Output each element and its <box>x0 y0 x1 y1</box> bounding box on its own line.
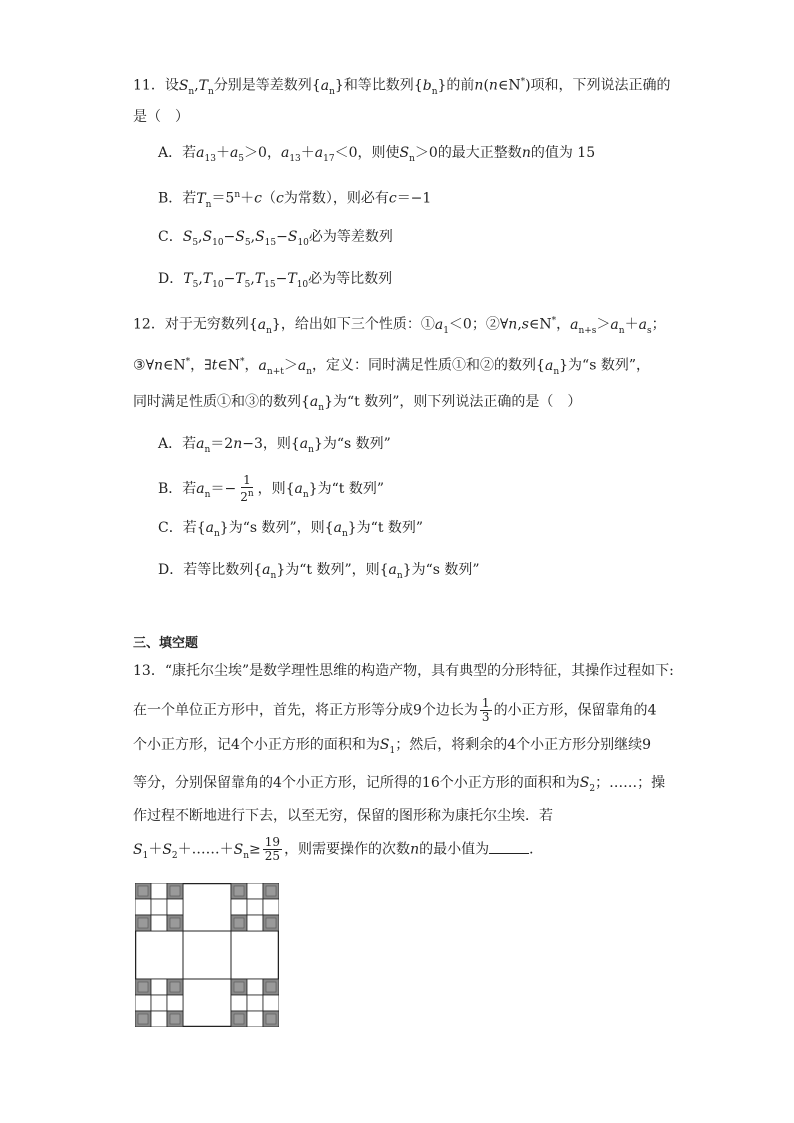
kept-square-inner <box>234 982 244 992</box>
q11-option-b: B．若$T_n=5^n+c(c$为常数），则必有c＝−1 <box>158 190 432 210</box>
removed-square <box>151 1011 167 1027</box>
q13-line5: 作过程不断地进行下去，以至无穷，保留的图形称为康托尔尘埃．若 <box>133 808 553 824</box>
q11-stem-line2: 是（ ） <box>133 109 189 125</box>
q11-stem-line1: 11．设$S_n,T_n$分别是等差数列$\{a_n\}$和等比数列$\{b_n\}$的前n(n∈N*)项和，下列说法正确的 <box>133 77 671 97</box>
removed-square <box>167 899 183 915</box>
removed-square <box>151 883 167 899</box>
removed-square <box>247 883 263 899</box>
removed-square <box>263 899 279 915</box>
q13-line3: 个小正方形，记4个小正方形的面积和为$S_1$；然后，将剩余的4个小正方形分别继续9 <box>133 737 652 756</box>
q12-stem-line2: ③∀n∈N*，∃t∈N*，$a_{n+t}>a_n$，定义：同时满足性质①和②的数列$\{a_n\}$为“s 数列”， <box>133 357 650 377</box>
kept-square-inner <box>138 982 148 992</box>
removed-square <box>263 995 279 1011</box>
removed-square <box>135 995 151 1011</box>
kept-square-inner <box>234 886 244 896</box>
q13-line2: 在一个单位正方形中，首先，将正方形等分成9个边长为 $\frac{1}{3}$ 的小正方形，保留靠角的4 <box>133 696 657 724</box>
removed-square <box>135 899 151 915</box>
removed-square <box>151 979 167 995</box>
q12-stem-line3: 同时满足性质①和③的数列$\{a_n\}$为“t 数列”，则下列说法正确的是（ ） <box>133 394 582 413</box>
removed-square <box>151 899 167 915</box>
removed-square <box>247 995 263 1011</box>
removed-square <box>151 915 167 931</box>
q12-option-d: D．若等比数列$\{a_n\}$为“t 数列”，则$\{a_n\}$为“s 数列” <box>158 562 480 581</box>
kept-square-inner <box>234 918 244 928</box>
q12-stem-line1: 12．对于无穷数列$\{a_n\}$，给出如下三个性质：$①a_1<0$；②∀n,s∈N*，$a_{n+s}>a_n+a_s$； <box>133 316 666 336</box>
q11-option-a: A．若$a_{13}+a_5>0$，$a_{13}+a_{17}<0$，则使$S_n>0$的最大正整数n的值为 15 <box>158 145 596 164</box>
removed-square <box>247 979 263 995</box>
kept-square-inner <box>138 918 148 928</box>
kept-square-inner <box>266 918 276 928</box>
cantor-dust-figure <box>135 883 279 1027</box>
kept-square-inner <box>266 886 276 896</box>
q12-option-c: C．若$\{a_n\}$为“s 数列”，则$\{a_n\}$为“t 数列” <box>158 520 424 539</box>
q12-option-b: B．若$a_n=-$ $\frac{1}{2^n}$ ，则$\{a_n\}$为“t 数列” <box>158 473 385 504</box>
kept-square-inner <box>138 1014 148 1024</box>
kept-square-inner <box>266 982 276 992</box>
removed-square <box>231 899 247 915</box>
kept-square-inner <box>266 1014 276 1024</box>
kept-square-inner <box>170 1014 180 1024</box>
kept-square-inner <box>170 918 180 928</box>
kept-square-inner <box>138 886 148 896</box>
kept-square-inner <box>170 982 180 992</box>
answer-blank[interactable] <box>489 839 529 854</box>
removed-square <box>167 995 183 1011</box>
section-title: 三、填空题 <box>133 636 199 651</box>
kept-square-inner <box>234 1014 244 1024</box>
removed-square <box>247 1011 263 1027</box>
removed-square <box>247 899 263 915</box>
q13-line1: 13．“康托尔尘埃”是数学理性思维的构造产物，具有典型的分形特征，其操作过程如下: <box>133 663 674 679</box>
q12-option-a: A．若$a_n=2n-3$，则$\{a_n\}$为“s 数列” <box>158 436 391 455</box>
q13-line6: $S_1+S_2+\dots\dots+S_n\ge$ $\frac{19}{25}$ ，则需要操作的次数n的最小值为 ． <box>133 835 544 863</box>
removed-square <box>247 915 263 931</box>
removed-square <box>151 995 167 1011</box>
removed-square <box>231 995 247 1011</box>
q13-line4: 等分，分别保留靠角的4个小正方形，记所得的16个小正方形的面积和为$S_2$；……；操 <box>133 775 666 794</box>
q11-option-c: C．$S_5,S_{10}-S_5,S_{15}-S_{10}$必为等差数列 <box>158 229 393 248</box>
kept-square-inner <box>170 886 180 896</box>
q11-option-d: D．$T_5,T_{10}-T_5,T_{15}-T_{10}$必为等比数列 <box>158 271 393 290</box>
